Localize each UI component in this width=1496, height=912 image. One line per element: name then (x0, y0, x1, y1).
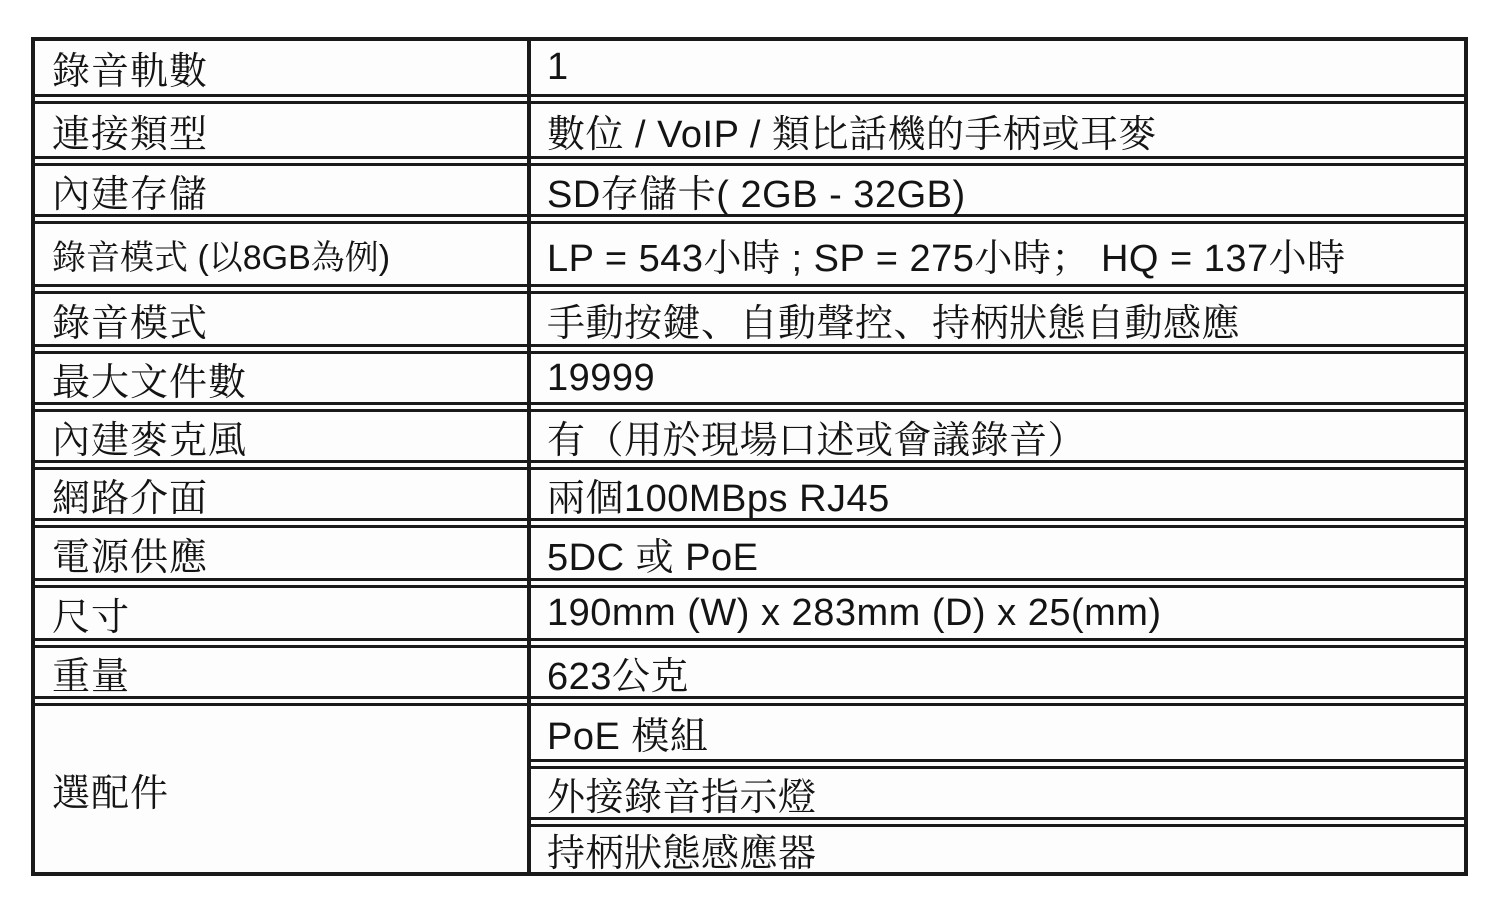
spec-row (35, 585, 1464, 641)
row-label: 最大文件數 (52, 361, 248, 402)
row-label: 內建存儲 (52, 173, 209, 214)
options-label: 選配件 (52, 772, 170, 815)
spec-row (35, 101, 1464, 159)
row-label: 電源供應 (52, 536, 209, 578)
row-label: 錄音軌數 (52, 51, 209, 93)
row-value: 5DC 或 PoE (547, 536, 759, 578)
row-value: SD存儲卡( 2GB - 32GB) (547, 173, 966, 214)
row-value: 兩個100MBps RJ45 (547, 477, 890, 518)
row-value: 有（用於現場口述或會議錄音） (547, 419, 1087, 460)
spec-row (35, 467, 1464, 521)
spec-row (35, 645, 1464, 699)
spec-row (35, 409, 1464, 463)
row-value: 623公克 (547, 655, 689, 696)
options-list (531, 706, 1464, 872)
row-value: 1 (547, 46, 569, 88)
spec-row (35, 41, 1464, 97)
column-divider (527, 41, 531, 872)
row-label: 錄音模式 (52, 302, 209, 344)
row-label: 網路介面 (52, 477, 209, 518)
option-value: 外接錄音指示燈 (531, 766, 1464, 820)
row-label: 尺寸 (52, 596, 131, 638)
option-value: PoE 模組 (531, 706, 1464, 762)
spec-row (35, 291, 1464, 347)
row-value: 手動按鍵、自動聲控、持柄狀態自動感應 (547, 302, 1241, 344)
row-value: LP = 543小時 ; SP = 275小時； HQ = 137小時 (547, 237, 1346, 280)
row-value: 數位 / VoIP / 類比話機的手柄或耳麥 (547, 113, 1157, 156)
spec-row (35, 163, 1464, 217)
spec-row (35, 221, 1464, 287)
row-label: 連接類型 (52, 113, 209, 156)
row-value: 19999 (547, 356, 656, 399)
row-label: 錄音模式 (以8GB為例) (52, 238, 391, 277)
row-value: 190mm (W) x 283mm (D) x 25(mm) (547, 591, 1162, 634)
option-value: 持柄狀態感應器 (531, 824, 1464, 872)
spec-row (35, 525, 1464, 581)
spec-table (31, 37, 1468, 876)
row-label: 重量 (52, 655, 131, 696)
row-label: 內建麥克風 (52, 419, 248, 460)
options-group (35, 703, 1464, 872)
spec-row (35, 351, 1464, 405)
